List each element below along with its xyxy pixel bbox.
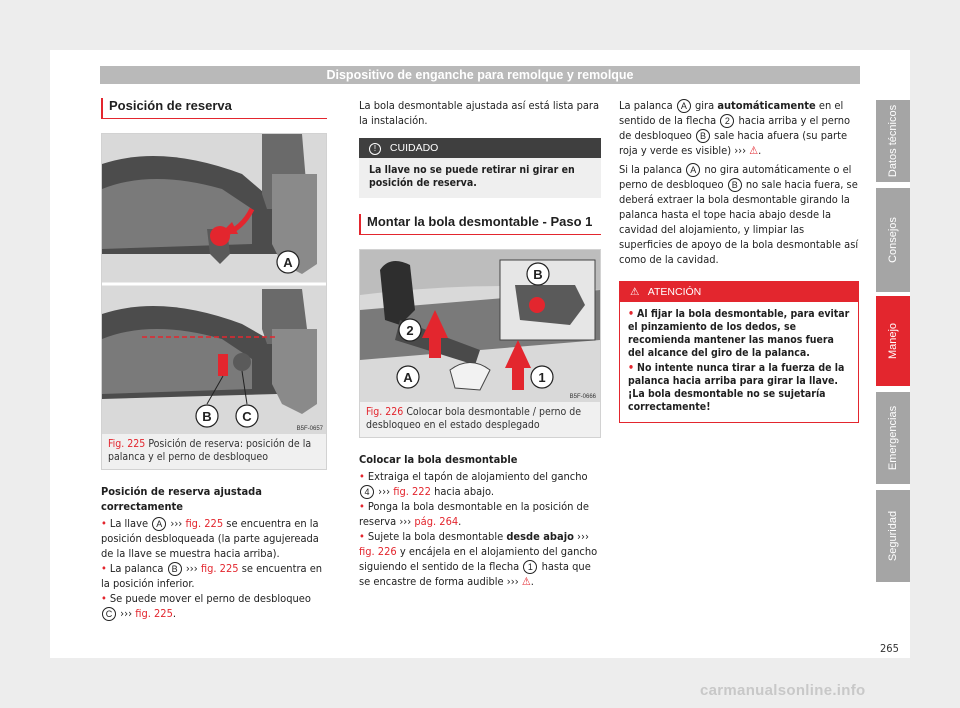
tab-seguridad[interactable] xyxy=(876,490,910,582)
key-4-label: 4 xyxy=(360,485,374,499)
caution-header xyxy=(359,138,601,158)
warning-triangle-icon[interactable]: ⚠ xyxy=(749,144,759,157)
caution-title: CUIDADO xyxy=(389,142,439,154)
bullet-item: • La palanca B ››› fig. 225 se encuentra en la posición inferior. xyxy=(101,562,323,590)
paragraph: La palanca A gira automáticamente en el sentido de la flecha 2 hacia arriba y el perno de desbloqueo B sale hacia afuera (su parte roja y verde es visible) ››› ⚠. xyxy=(619,99,851,157)
callout-2: 2 xyxy=(406,323,414,338)
warning-header xyxy=(620,282,858,302)
figure-label: Fig. 225 xyxy=(108,438,146,450)
bullet-item: • Extraiga el tapón de alojamiento del gancho 4 ››› fig. 222 hacia abajo. xyxy=(359,470,588,498)
warning-item: • No intente nunca tirar a la fuerza de la palanca hacia arriba para girar la llave. ¡La bola desmontable no se sujetaría correctamente! xyxy=(628,362,845,413)
figure-226 xyxy=(359,249,601,438)
tab-label: Manejo xyxy=(887,322,899,360)
paragraph: Si la palanca A no gira automáticamente o el perno de desbloqueo B no sale hacia fuera, se deberá extraer la bola desmontable girando la palanca hasta el tope hacia abajo desde la cavidad del alojamiento, y limpiar las superficies de apoyo de la bola desmontable así como de la cavidad. xyxy=(619,163,859,266)
callout-a: A xyxy=(283,255,293,270)
figure-label: Fig. 226 xyxy=(366,406,404,418)
bullet-item: • Sujete la bola desmontable desde abajo ››› fig. 226 y encájela en el alojamiento del gancho siguiendo el sentido de la flecha 1 hasta que se encastre de forma audible ››› ⚠. xyxy=(359,530,598,588)
tab-manejo[interactable] xyxy=(876,296,910,386)
warning-triangle-icon[interactable]: ⚠ xyxy=(521,575,531,588)
info-icon: ! xyxy=(369,143,381,155)
warning-title: ATENCIÓN xyxy=(647,286,702,298)
bullet-item: • Se puede mover el perno de desbloqueo C ››› fig. 225. xyxy=(101,592,311,620)
tab-label: Seguridad xyxy=(887,510,899,562)
page-number: 265 xyxy=(880,642,899,655)
figure-caption-text: Posición de reserva: posición de la palanca y el perno de desbloqueo xyxy=(108,438,312,463)
callout-a: A xyxy=(403,370,413,385)
section-title: Montar la bola desmontable - Paso 1 xyxy=(359,214,601,235)
caution-text: La llave no se puede retirar ni girar en posición de reserva. xyxy=(369,164,575,189)
tab-label: Emergencias xyxy=(887,405,899,471)
towbar-reserve-illustration xyxy=(102,134,326,434)
figure-code: B5F-0657 xyxy=(296,426,323,432)
figure-code: B5F-0666 xyxy=(569,394,596,400)
warning-body xyxy=(620,302,858,422)
fig-link[interactable]: fig. 225 xyxy=(135,607,173,620)
towbar-mounting-illustration xyxy=(360,250,600,402)
warning-box xyxy=(619,281,859,423)
column-1 xyxy=(101,98,327,621)
subheading: Posición de reserva ajustada correctamente xyxy=(101,485,262,513)
fig-link[interactable]: fig. 226 xyxy=(359,545,397,558)
key-2-label: 2 xyxy=(720,114,734,128)
tab-emergencias[interactable] xyxy=(876,392,910,484)
key-b-label: B xyxy=(168,562,182,576)
bullet-item: • Ponga la bola desmontable en la posición de reserva ››› pág. 264. xyxy=(359,500,589,528)
intro-paragraph: La bola desmontable ajustada así está lista para la instalación. xyxy=(359,99,600,127)
tab-consejos[interactable] xyxy=(876,188,910,292)
column-2 xyxy=(359,98,601,589)
key-b-label: B xyxy=(696,129,710,143)
tab-label: Datos técnicos xyxy=(887,104,899,178)
figure-caption xyxy=(360,402,600,437)
callout-b: B xyxy=(202,409,212,424)
caution-box xyxy=(359,138,601,198)
key-b-label: B xyxy=(728,178,742,192)
figure-225-image xyxy=(102,134,326,434)
callout-c: C xyxy=(242,409,252,424)
page-header-title: Dispositivo de enganche para remolque y remolque xyxy=(100,66,860,84)
key-a-label: A xyxy=(152,517,166,531)
figure-225 xyxy=(101,133,327,470)
figure-caption-text: Colocar bola desmontable / perno de desbloqueo en el estado desplegado xyxy=(366,406,582,431)
callout-b: B xyxy=(533,267,543,282)
figure-caption xyxy=(102,434,326,469)
figure-226-image xyxy=(360,250,600,402)
key-c-label: C xyxy=(102,607,116,621)
bullet-item: • La llave A ››› fig. 225 se encuentra en la posición desbloqueada (la parte agujereada de la llave se muestra hacia arriba). xyxy=(101,517,319,560)
fig-link[interactable]: fig. 225 xyxy=(185,517,224,530)
callout-1: 1 xyxy=(538,370,546,385)
warning-item: • Al fijar la bola desmontable, para evitar el pinzamiento de los dedos, se recomienda mantener las manos fuera del alcance del giro de la palanca. xyxy=(628,308,850,359)
key-1-label: 1 xyxy=(523,560,537,574)
fig-link[interactable]: fig. 222 xyxy=(393,485,431,498)
tab-label: Consejos xyxy=(887,217,899,263)
column-3 xyxy=(619,98,859,423)
section-title: Posición de reserva xyxy=(101,98,327,119)
subheading: Colocar la bola desmontable xyxy=(359,453,518,466)
page-link[interactable]: pág. 264 xyxy=(414,515,459,528)
watermark: carmanualsonline.info xyxy=(700,682,866,699)
warning-triangle-icon: ⚠ xyxy=(630,286,640,298)
tab-datos-tecnicos[interactable] xyxy=(876,100,910,182)
key-a-label: A xyxy=(686,163,700,177)
key-a-label: A xyxy=(677,99,691,113)
fig-link[interactable]: fig. 225 xyxy=(200,562,239,575)
